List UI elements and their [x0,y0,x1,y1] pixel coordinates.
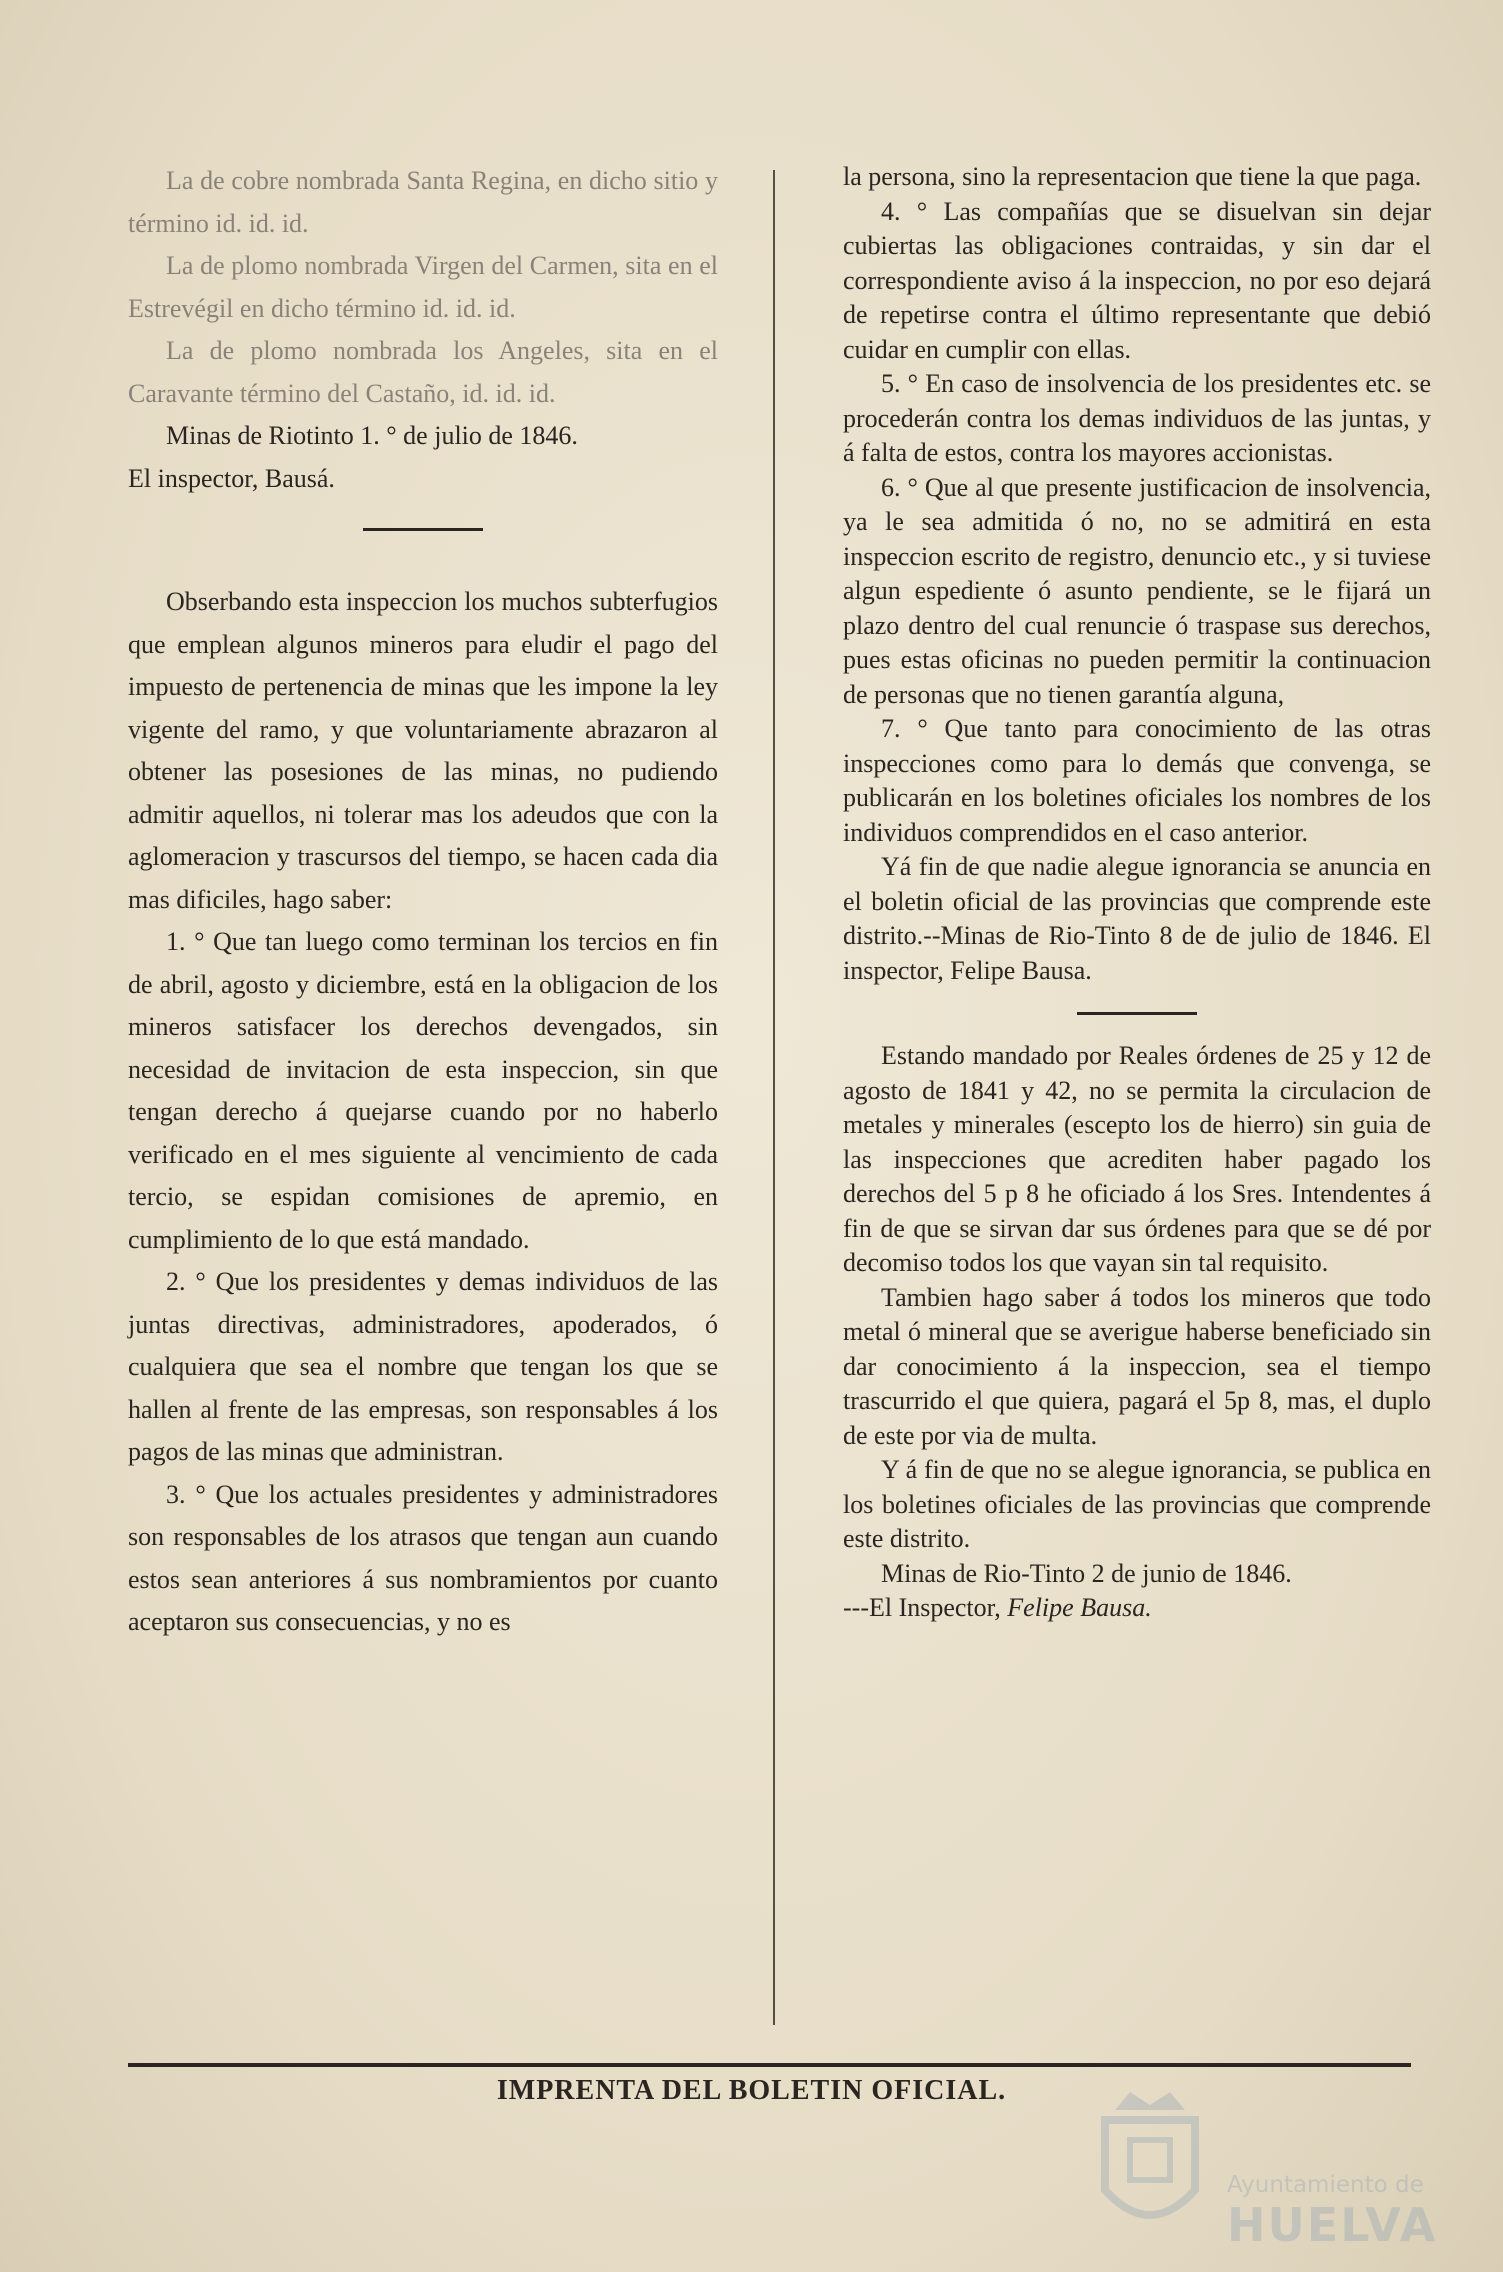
notice-item-7: 7. ° Que tanto para conocimiento de las otras inspecciones como para lo demás que convenga, se publicarán en los boletines oficiales los nombres de los individuos comprendidos en el caso anterior. [843,714,1431,847]
bottom-rule [128,2063,1411,2067]
signature-prefix: ---El Inspector, [843,1593,1008,1622]
second-notice-signature [843,1591,1431,1626]
item-3-continuation: la persona, sino la representacion que tiene la que paga. [843,162,1422,191]
watermark-line-1: Ayuntamiento de [1227,2172,1424,2198]
mine-entry: La de cobre nombrada Santa Regina, en dicho sitio y término id. id. id. [128,166,718,238]
archive-watermark [1085,2080,1438,2252]
second-notice-paragraph: Y á fin de que no se alegue ignorancia, se publica en los boletines oficiales de las provincias que comprende este distrito. [843,1455,1431,1553]
section-divider [1077,1012,1197,1015]
huelva-crest-icon [1085,2080,1215,2250]
notice-item-3: 3. ° Que los actuales presidentes y administradores son responsables de los atrasos que tengan aun cuando estos sean anteriores á sus nombramientos por cuanto aceptaron sus consecuencias, y no es [128,1479,718,1636]
right-column [843,160,1431,1626]
printer-imprint: IMPRENTA DEL BOLETIN OFICIAL. [496,2075,1007,2106]
notice-intro: Obserbando esta inspeccion los muchos subterfugios que emplean algunos mineros para eludir el pago del impuesto de pertenencia de minas que les impone la ley vigente del ramo, y que voluntariamente abrazaron al obtener las posesiones de las minas, no pudiendo admitir aquellos, ni tolerar mas los adeudos que con la aglomeracion y trascursos del tiempo, se hacen cada dia mas dificiles, hago saber: [128,587,718,914]
notice-item-2: 2. ° Que los presidentes y demas individuos de las juntas directivas, administradores, apoderados, ó cualquiera que sea el nombre que tengan los que se hallen al frente de las empresas, son responsables á los pagos de las minas que administran. [128,1267,718,1466]
notice-closing: Yá fin de que nadie alegue ignorancia se anuncia en el boletin oficial de las provincias que comprende este distrito.--Minas de Rio-Tinto 8 de de julio de 1846. El inspector, Felipe Bausa. [843,852,1431,985]
second-notice-paragraph: Tambien hago saber á todos los mineros que todo metal ó mineral que se averigue haberse beneficiado sin dar conocimiento á la inspeccion, sea el tiempo trascurrido el que quiera, pagará el 5p 8, mas, el duplo de este por via de multa. [843,1282,1431,1450]
column-divider [773,170,775,2025]
section-divider [363,528,483,531]
left-column [128,160,718,1644]
closing-signature: El inspector, Bausá. [128,463,335,493]
notice-item-4: 4. ° Las compañías que se disuelvan sin dejar cubiertas las obligaciones contraidas, y sin dar el correspondiente aviso á la inspeccion, no por eso dejará de repetirse contra el último representante que debió cuidar en cumplir con ellas. [843,196,1431,364]
mine-entry: La de plomo nombrada los Angeles, sita en el Caravante término del Castaño, id. id. id. [128,336,718,408]
second-notice-date: Minas de Rio-Tinto 2 de junio de 1846. [881,1558,1292,1588]
second-notice-paragraph: Estando mandado por Reales órdenes de 25 y 12 de agosto de 1841 y 42, no se permita la circulacion de metales y minerales (escepto los de hierro) sin guia de las inspecciones que acrediten haber pagado los derechos del 5 p 8 he oficiado á los Sres. Intendentes á fin de que se sirvan dar sus órdenes para que se dé por decomiso todos los que vayan sin tal requisito. [843,1041,1431,1277]
notice-item-6: 6. ° Que al que presente justificacion de insolvencia, ya le sea admitida ó no, no se admitirá en esta inspeccion escrito de registro, denuncio etc., y si tuviese algun espediente ó asunto pendiente, se le fijará un plazo dentro del cual renuncie ó traspase sus derechos, pues estas oficinas no pueden permitir la continuacion de personas que no tienen garantía alguna, [843,472,1431,709]
watermark-line-2: HUELVA [1227,2198,1438,2252]
closing-date: Minas de Riotinto 1. ° de julio de 1846. [166,421,578,450]
signature-name: Felipe Bausa. [1007,1593,1152,1622]
notice-item-5: 5. ° En caso de insolvencia de los presidentes etc. se procederán contra los demas individuos de las juntas, y á falta de estos, contra los mayores accionistas. [843,369,1431,467]
mine-entry: La de plomo nombrada Virgen del Carmen, sita en el Estrevégil en dicho término id. id. id. [128,251,718,323]
notice-item-1: 1. ° Que tan luego como terminan los tercios en fin de abril, agosto y diciembre, está en la obligacion de los mineros satisfacer los derechos devengados, sin necesidad de invitacion de esta inspeccion, sin que tengan derecho á quejarse cuando por no haberlo verificado en el mes siguiente al vencimiento de cada tercio, se espidan comisiones de apremio, en cumplimiento de lo que está mandado. [128,927,718,1254]
